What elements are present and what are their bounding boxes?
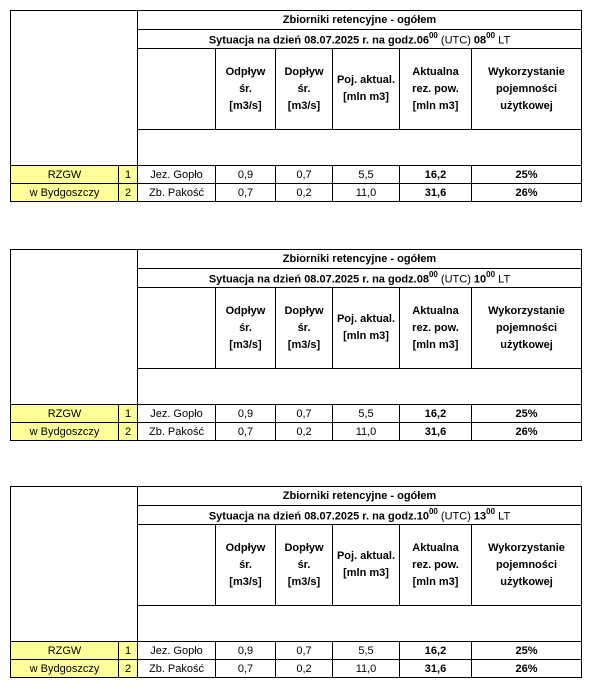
usage-value: 26% <box>472 660 582 678</box>
blank-header-cell <box>11 487 138 642</box>
situation-line: Sytuacja na dzień 08.07.2025 r. na $godz.08^{00}$ (UTC) $10^{00}$ LT <box>138 269 582 288</box>
reserve-value: 16,2 <box>400 166 472 184</box>
region-line1: RZGW <box>11 642 119 660</box>
row-number: 1 <box>119 405 138 423</box>
outflow-value: 0,7 <box>216 660 276 678</box>
table-row <box>11 642 582 660</box>
table-row <box>11 184 582 202</box>
inflow-value: 0,7 <box>276 642 333 660</box>
reservoir-table <box>10 10 582 202</box>
inflow-value: 0,7 <box>276 166 333 184</box>
capacity-value: 11,0 <box>333 423 400 441</box>
region-line1: RZGW <box>11 166 119 184</box>
outflow-value: 0,9 <box>216 166 276 184</box>
reserve-value: 31,6 <box>400 423 472 441</box>
reservoir-name: Jez. Gopło <box>138 405 216 423</box>
header-name-blank <box>138 49 216 130</box>
inflow-value: 0,2 <box>276 660 333 678</box>
blank-header-cell <box>11 250 138 405</box>
reservoir-table-block-2 <box>10 249 581 441</box>
table-title: Zbiorniki retencyjne - ogółem <box>138 250 582 269</box>
situation-line: Sytuacja na dzień 08.07.2025 r. na $godz.10^{00}$ (UTC) $13^{00}$ LT <box>138 506 582 525</box>
inflow-value: 0,2 <box>276 423 333 441</box>
header-reserve: Aktualna rez. pow. [mln m3] <box>400 49 472 130</box>
header-usage: Wykorzystanie pojemności użytkowej <box>472 525 582 606</box>
usage-value: 25% <box>472 642 582 660</box>
capacity-value: 11,0 <box>333 184 400 202</box>
header-outflow: Odpływ śr. [m3/s] <box>216 288 276 369</box>
outflow-value: 0,9 <box>216 405 276 423</box>
table-row <box>11 166 582 184</box>
reservoir-name: Jez. Gopło <box>138 642 216 660</box>
row-number: 2 <box>119 423 138 441</box>
reserve-value: 31,6 <box>400 184 472 202</box>
region-line2: w Bydgoszczy <box>11 423 119 441</box>
table-title: Zbiorniki retencyjne - ogółem <box>138 487 582 506</box>
capacity-value: 5,5 <box>333 166 400 184</box>
capacity-value: 11,0 <box>333 660 400 678</box>
header-usage: Wykorzystanie pojemności użytkowej <box>472 288 582 369</box>
blank-header-cell <box>11 11 138 166</box>
usage-value: 25% <box>472 405 582 423</box>
header-usage: Wykorzystanie pojemności użytkowej <box>472 49 582 130</box>
header-outflow: Odpływ śr. [m3/s] <box>216 525 276 606</box>
inflow-value: 0,7 <box>276 405 333 423</box>
table-title: Zbiorniki retencyjne - ogółem <box>138 11 582 30</box>
outflow-value: 0,9 <box>216 642 276 660</box>
reserve-value: 16,2 <box>400 642 472 660</box>
outflow-value: 0,7 <box>216 184 276 202</box>
reservoir-name: Jez. Gopło <box>138 166 216 184</box>
reservoir-name: Zb. Pakość <box>138 184 216 202</box>
row-number: 2 <box>119 660 138 678</box>
usage-value: 26% <box>472 184 582 202</box>
header-inflow: Dopływ śr. [m3/s] <box>276 525 333 606</box>
header-name-blank <box>138 288 216 369</box>
header-outflow: Odpływ śr. [m3/s] <box>216 49 276 130</box>
outflow-value: 0,7 <box>216 423 276 441</box>
reservoir-name: Zb. Pakość <box>138 660 216 678</box>
region-line1: RZGW <box>11 405 119 423</box>
capacity-value: 5,5 <box>333 642 400 660</box>
table-row <box>11 405 582 423</box>
row-number: 1 <box>119 166 138 184</box>
header-capacity: Poj. aktual. [mln m3] <box>333 49 400 130</box>
header-reserve: Aktualna rez. pow. [mln m3] <box>400 525 472 606</box>
reserve-value: 31,6 <box>400 660 472 678</box>
header-capacity: Poj. aktual. [mln m3] <box>333 525 400 606</box>
inflow-value: 0,2 <box>276 184 333 202</box>
header-inflow: Dopływ śr. [m3/s] <box>276 288 333 369</box>
spacer-row <box>138 369 582 405</box>
reserve-value: 16,2 <box>400 405 472 423</box>
usage-value: 26% <box>472 423 582 441</box>
header-inflow: Dopływ śr. [m3/s] <box>276 49 333 130</box>
table-row <box>11 660 582 678</box>
reservoir-table <box>10 249 582 441</box>
usage-value: 25% <box>472 166 582 184</box>
reservoir-table-block-1 <box>10 10 581 202</box>
header-capacity: Poj. aktual. [mln m3] <box>333 288 400 369</box>
row-number: 1 <box>119 642 138 660</box>
table-row <box>11 423 582 441</box>
reservoir-table <box>10 486 582 678</box>
header-reserve: Aktualna rez. pow. [mln m3] <box>400 288 472 369</box>
region-line2: w Bydgoszczy <box>11 184 119 202</box>
reservoir-name: Zb. Pakość <box>138 423 216 441</box>
situation-line: Sytuacja na dzień 08.07.2025 r. na $godz.06^{00}$ (UTC) $08^{00}$ LT <box>138 30 582 49</box>
header-name-blank <box>138 525 216 606</box>
spacer-row <box>138 130 582 166</box>
row-number: 2 <box>119 184 138 202</box>
capacity-value: 5,5 <box>333 405 400 423</box>
spacer-row <box>138 606 582 642</box>
region-line2: w Bydgoszczy <box>11 660 119 678</box>
reservoir-table-block-3 <box>10 486 581 678</box>
